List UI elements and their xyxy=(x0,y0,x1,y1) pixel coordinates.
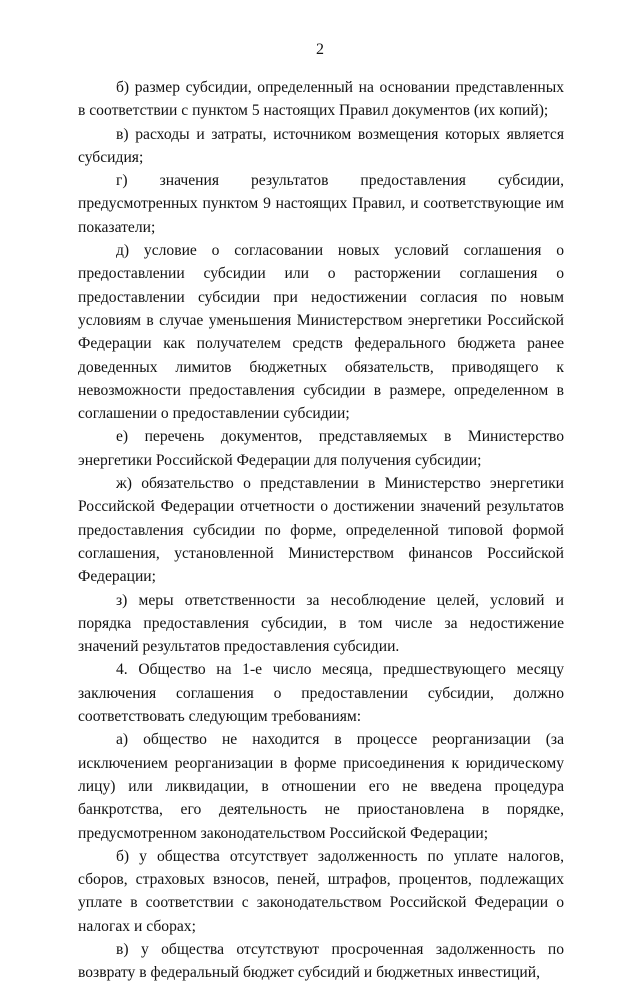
document-body xyxy=(78,76,564,985)
paragraph-zh-reporting: ж) обязательство о представлении в Министерство энергетики Российской Федерации отчетности о достижении значений результатов предоставления субсидии по форме, определенной типовой формой соглашения, установленной Министерством финансов Российской Федерации; xyxy=(78,475,564,586)
paragraph-b-tax-debt: б) у общества отсутствует задолженность по уплате налогов, сборов, страховых взносов, пеней, штрафов, процентов, подлежащих уплате в соответствии с законодательством Российской Федерации о налогах и сборах; xyxy=(78,847,564,935)
paragraph-a-reorganization: а) общество не находится в процессе реорганизации (за исключением реорганизации в форме присоединения к юридическому лицу) или ликвидации, в отношении его не введена процедура банкротства, его деятельность не приостановлена в порядке, предусмотренном законодательством Российской Федерации; xyxy=(78,731,564,842)
paragraph-e-documents-list: е) перечень документов, представляемых в Министерство энергетики Российской Федерации для получения субсидии; xyxy=(78,428,564,469)
paragraph-4-requirements: 4. Общество на 1-е число месяца, предшествующего месяцу заключения соглашения о предоставлении субсидии, должно соответствовать следующим требованиям: xyxy=(78,661,564,726)
paragraph-v-expenses: в) расходы и затраты, источником возмещения которых является субсидия; xyxy=(78,125,564,166)
paragraph-g-results: г) значения результатов предоставления субсидии, предусмотренных пунктом 9 настоящих Правил, и соответствующие им показатели; xyxy=(78,172,564,236)
page-number: 2 xyxy=(316,41,324,58)
paragraph-d-conditions: д) условие о согласовании новых условий соглашения о предоставлении субсидии или о расторжении соглашения о предоставлении субсидии при недостижении согласия по новым условиям в случае уменьшения Министерством энергетики Российской Федерации как получателем средств федерального бюджета ранее доведенных лимитов бюджетных обязательств, приводящего к невозможности предоставления субсидии в размере, определенном в соглашении о предоставлении субсидии; xyxy=(78,242,564,423)
paragraph-b-subsidy-amount: б) размер субсидии, определенный на основании представленных в соответствии с пунктом 5 настоящих Правил документов (их копий); xyxy=(78,79,564,120)
paragraph-v-overdue-debt: в) у общества отсутствуют просроченная задолженность по возврату в федеральный бюджет субсидий и бюджетных инвестиций, xyxy=(78,940,564,982)
paragraph-z-liability: з) меры ответственности за несоблюдение целей, условий и порядка предоставления субсидии, в том числе за недостижение значений результатов предоставления субсидии. xyxy=(78,591,564,656)
